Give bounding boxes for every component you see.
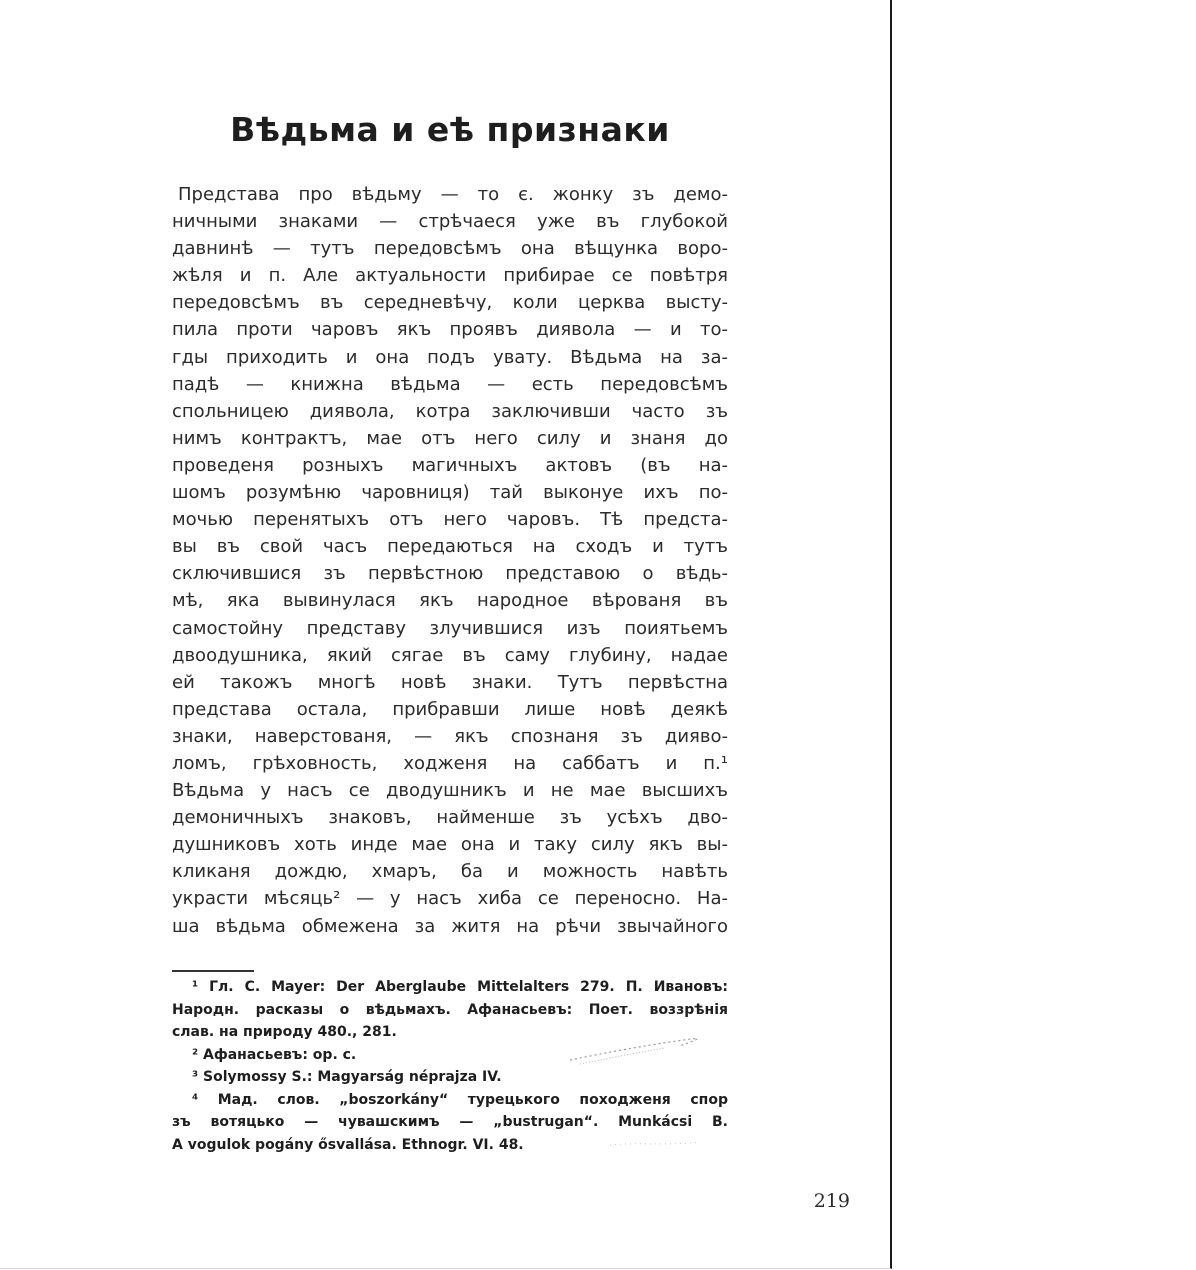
text-line: душниковъ хоть инде мае она и таку силу якъ вы-: [172, 834, 728, 856]
text-line: ша вѣдьма обмежена за житя на рѣчи звычайного: [172, 915, 728, 937]
footnote-line: зъ вотяцько — чувашскимъ — „bustrugan“. Munkácsi B.: [172, 1114, 728, 1130]
text-line: ничными знаками — стрѣчаеся уже въ глубокой: [172, 211, 728, 233]
body-paragraph: [172, 181, 728, 940]
text-line: пила проти чаровъ якъ проявъ диявола — и то-: [172, 319, 728, 341]
text-line: самостойну представу злучившися изъ поиятьемъ: [172, 617, 728, 639]
text-line: давнинѣ — тутъ передовсѣмъ она вѣщунка воро-: [172, 238, 728, 260]
footnote-line: ⁴ Мад. слов. „boszorkány“ турецького походженя спор: [192, 1091, 728, 1108]
text-line: жѣля и п. Але актуальности прибирае се повѣтря: [172, 265, 728, 287]
text-line: ломъ, грѣховность, ходженя на саббатъ и п.¹: [172, 752, 728, 774]
text-line: знаки, наверстованя, — якъ спознаня зъ дияво-: [172, 725, 728, 747]
scan-smudge: [550, 1030, 740, 1160]
chapter-title: Вѣдьма и еѣ признаки: [230, 110, 670, 149]
text-line: сключившися зъ первѣстною представою о вѣдь-: [172, 563, 728, 585]
text-line: демоничныхъ знаковъ, найменше зъ усѣхъ дво-: [172, 807, 728, 829]
footnote-line: A vogulok pogány ősvallása. Ethnogr. VI. 48.: [172, 1136, 524, 1153]
text-line: мочью перенятыхъ отъ него чаровъ. Тѣ предста-: [172, 509, 728, 531]
text-line: вы въ свой часъ передаються на сходъ и тутъ: [172, 536, 728, 558]
text-line: кликаня дождю, хмаръ, ба и можность навѣть: [172, 861, 728, 883]
text-line: мѣ, яка вывинулася якъ народное вѣрованя въ: [172, 590, 728, 612]
text-line: передовсѣмъ въ середневѣчу, коли церква высту-: [172, 292, 728, 314]
text-line: гды приходить и она подъ увату. Вѣдьма на за-: [172, 346, 728, 368]
text-line: Представа про вѣдьму — то є. жонку зъ демо-: [178, 184, 728, 205]
text-line: представа остала, прибравши лише новѣ деякѣ: [172, 698, 728, 720]
text-line: шомъ розумѣню чаровниця) тай выконуе ихъ по-: [172, 482, 728, 504]
text-line: падѣ — книжна вѣдьма — есть передовсѣмъ: [172, 373, 728, 395]
text-line: украсти мѣсяць² — у насъ хиба се переносно. На-: [172, 888, 728, 910]
page-number: 219: [813, 1190, 850, 1212]
text-line: нимъ контрактъ, мае отъ него силу и знаня до: [172, 427, 728, 449]
footnote-line: Народн. расказы о вѣдьмахъ. Афанасьевъ: Поет. воззрѣнія: [172, 1001, 728, 1018]
footnote-line: слав. на природу 480., 281.: [172, 1024, 397, 1040]
text-line: Вѣдьма у насъ се дводушникъ и не мае высшихъ: [172, 780, 728, 802]
footnote-line: ² Афанасьевъ: ор. с.: [192, 1046, 357, 1063]
text-line: двоодушника, який сягае въ саму глубину, надае: [172, 644, 728, 666]
footnote-separator: [172, 970, 254, 972]
text-line: проведеня розныхъ магичныхъ актовъ (въ на-: [172, 454, 728, 476]
footnote-line: ³ Solymossy S.: Magyarság néprajza IV.: [192, 1069, 502, 1085]
text-line: спольницею диявола, котра заключивши часто зъ: [172, 400, 728, 422]
text-line: ей такожъ многѣ новѣ знаки. Тутъ первѣстна: [172, 671, 728, 693]
footnote-line: ¹ Гл. С. Mayer: Der Aberglaube Mittelalters 279. П. Ивановъ:: [192, 979, 728, 995]
